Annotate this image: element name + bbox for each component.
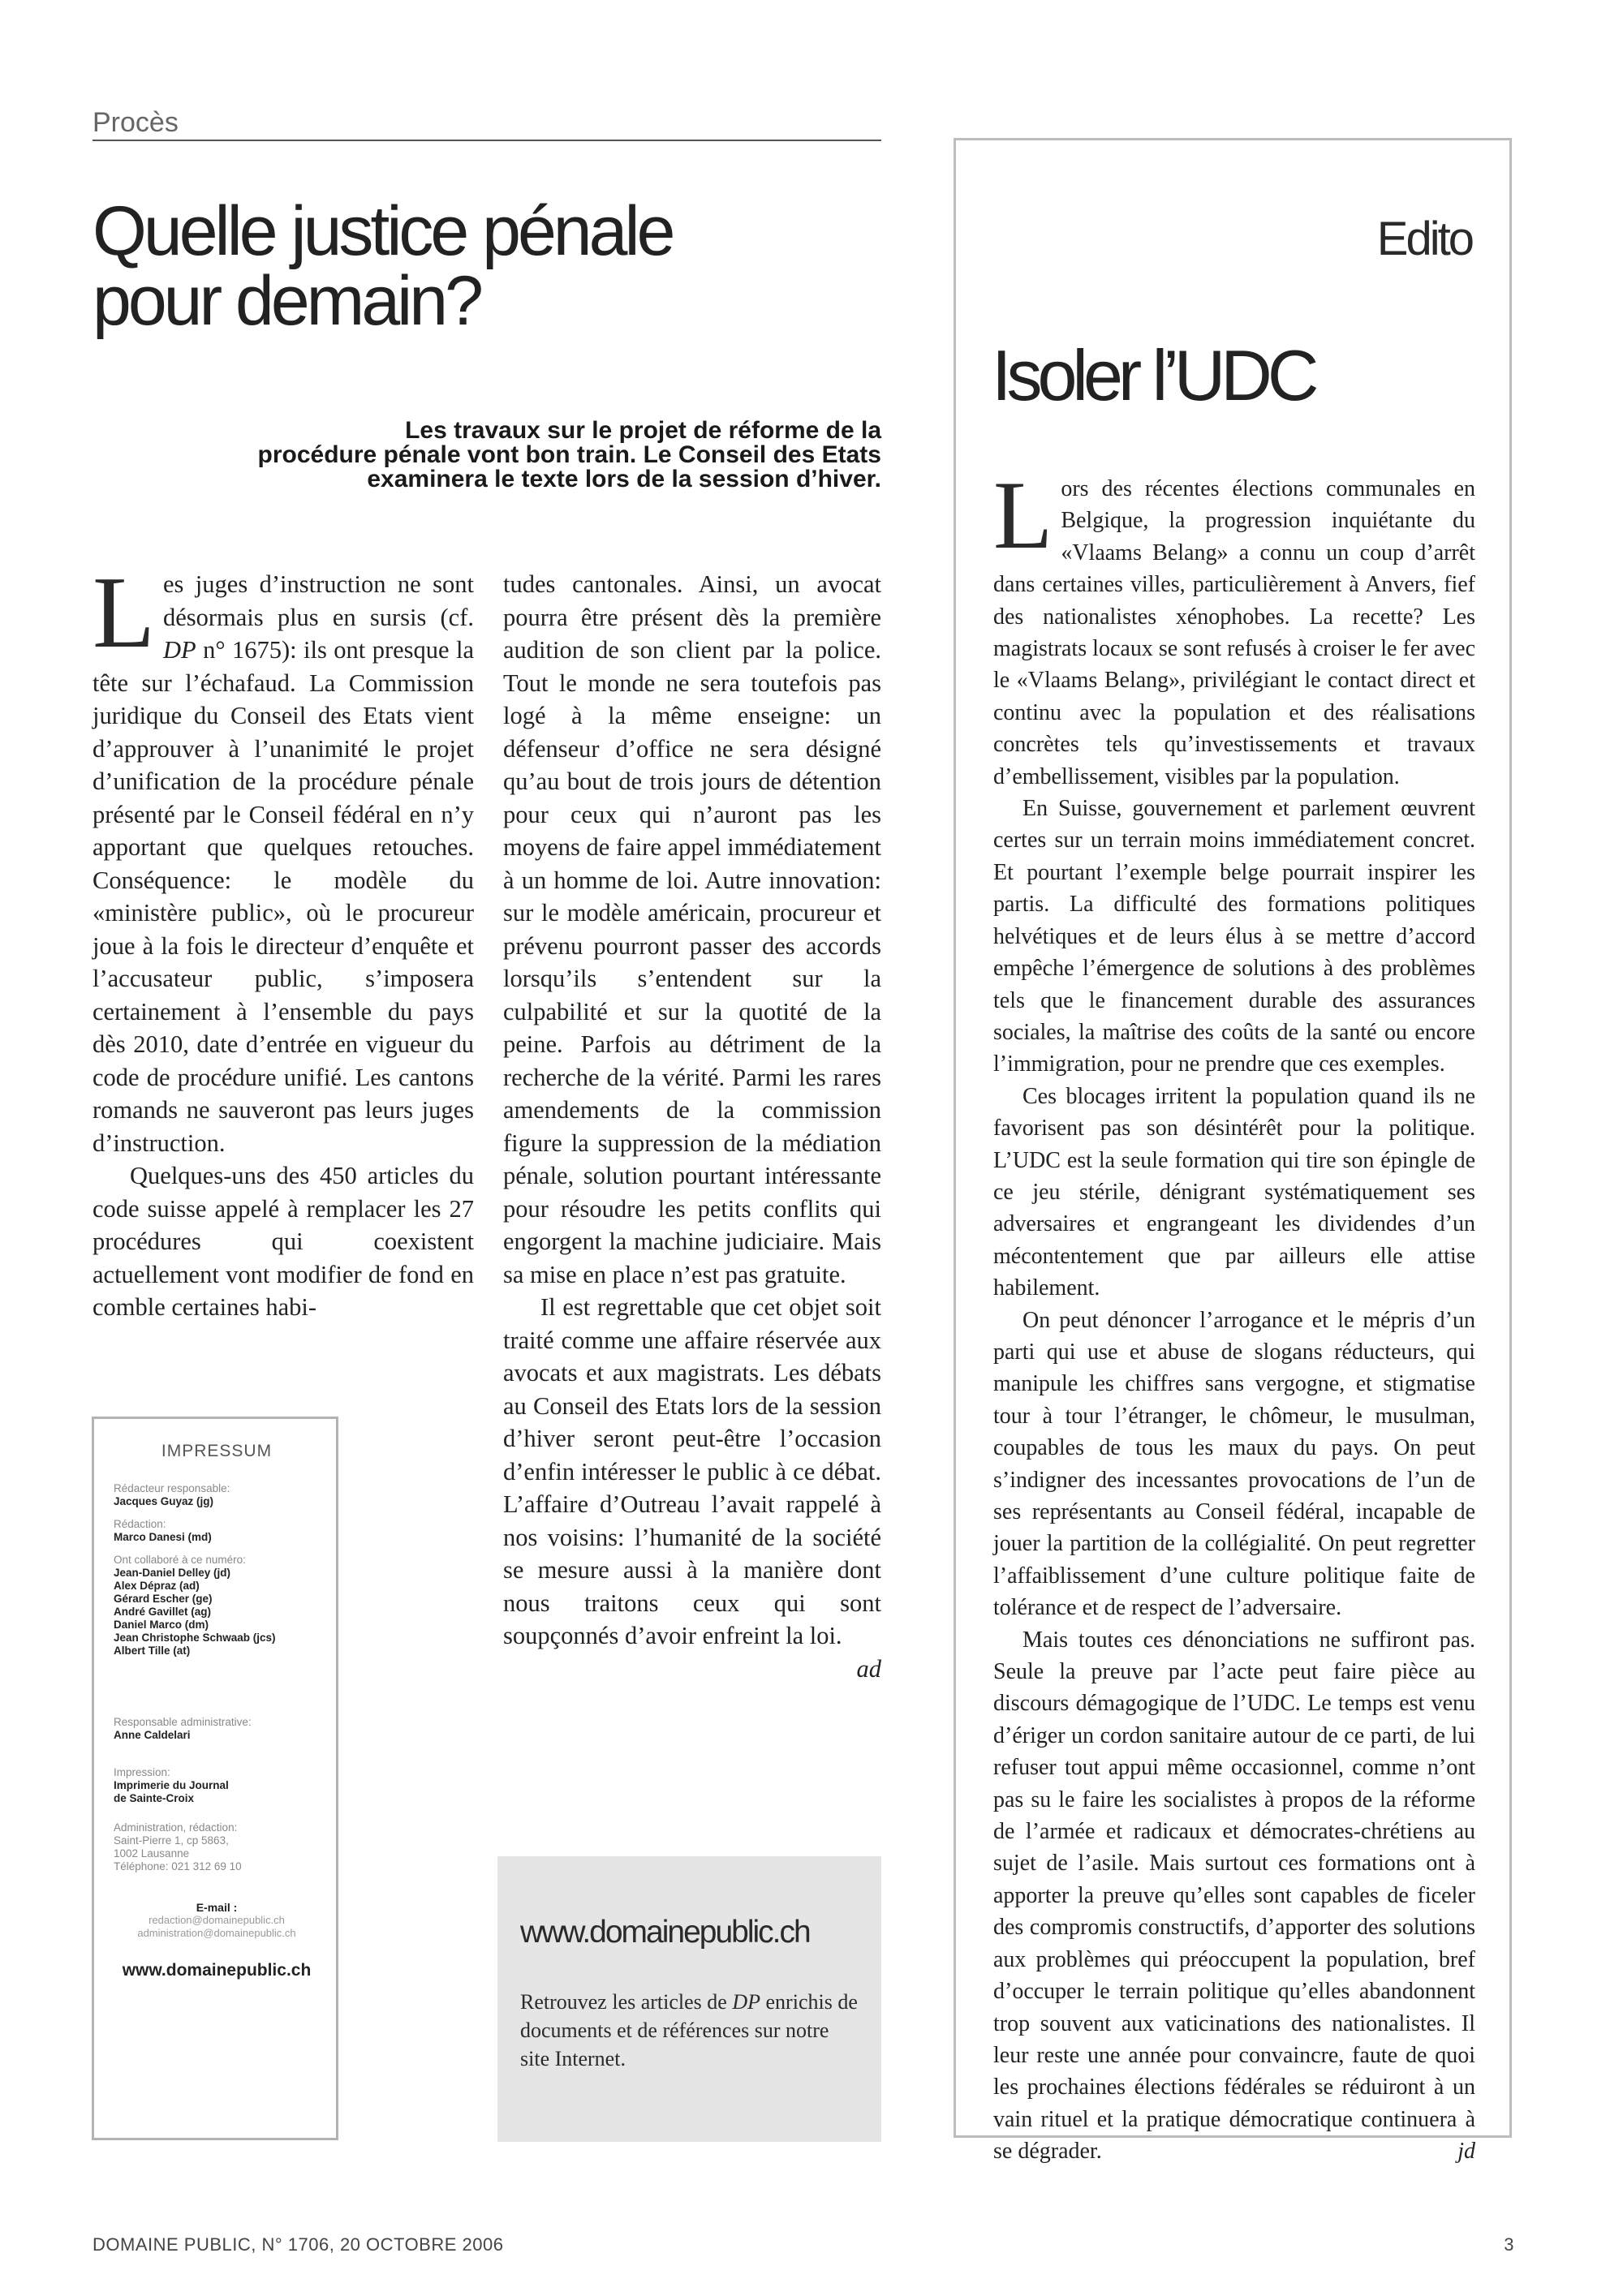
article-paragraph: Les juges d’instruction ne sont désormais plus en sursis (cf. DP n° 1675): ils ont presque la tête sur l’échafaud. La Commission juridique du Conseil des Etats vient d’approuver à l’unanimité le projet d’unification de la procédure pénale présenté par le Conseil fédéral en n’y apportant que quelques retouches. Conséquence: le modèle du «ministère public», où le procureur joue à la fois le directeur d’enquête et l’accusateur public, s’imposera certainement à l’ensemble du pays dès 2010, date d’entrée en vigueur du code de procédure unifié. Les cantons romands ne sauveront pas leurs juges d’instruction.: [93, 557, 474, 1157]
address-line: Saint-Pierre 1, cp 5863,: [114, 1834, 229, 1847]
impressum-value: Marco Danesi (md): [114, 1531, 212, 1543]
edito-title: Isoler l’UDC: [992, 335, 1315, 415]
contributor: Jean-Daniel Delley (jd): [114, 1567, 231, 1579]
impressum-value: de Sainte-Croix: [114, 1792, 195, 1804]
article-column-1: [93, 557, 474, 1324]
impressum-email: [114, 1901, 320, 1940]
dp-reference: DP: [732, 1990, 761, 2014]
article-title-line-1: Quelle justice pénale: [93, 192, 673, 270]
drop-cap: L: [993, 461, 1053, 569]
page-footer: [93, 2234, 1514, 2255]
edito-paragraph: Mais toutes ces dénonciations ne suffiront pas. Seule la preuve par l’acte peut faire pièce au discours démagogique de l’UDC. Le temps est venu d’ériger un cordon sanitaire autour de ce parti, de lui refuser tout appui même occasionnel, comme n’ont pas su le faire les socialistes à propos de la réforme de l’armée et radicaux et démocrates-chrétiens au sujet de l’asile. Mais surtout ces formations ont à apporter la preuve qu’elles sont capables de ficeler des compromis constructifs, d’apporter des solutions aux problèmes qui préoccupent la population, bref d’occuper le terrain politique qu’elles abandonnent trop souvent aux vaticinations des nationalistes. Il leur reste une année pour convaincre, faute de quoi les prochaines élections fédérales se réduiront à un vain rituel et la pratique démocratique continuera à se dégrader. jd: [993, 1624, 1475, 2168]
edito-paragraph: Lors des récentes élections communales en Belgique, la progression inquiétante du «Vlaams Belang» a connu un coup d’arrêt dans certaines villes, particulièrement à Anvers, fief des nationalistes xénophobes. La recette? Les magistrats locaux se sont refusés à croiser le fer avec le «Vlaams Belang», privilégiant le contact direct et continu avec la population et des réalisations concrètes tels qu’investissements et travaux d’embellissement, visibles par la population.: [993, 461, 1475, 789]
impressum-label: Ont collaboré à ce numéro:: [114, 1554, 246, 1566]
email-label: E-mail :: [196, 1901, 238, 1914]
impressum-label: Responsable administrative:: [114, 1716, 252, 1728]
article-signature: ad: [856, 1654, 881, 1683]
edito-paragraph: On peut dénoncer l’arrogance et le mépris d’un parti qui use et abuse de slogans réducteurs, qui manipule les chiffres sans vergogne, et stigmatise tour à tour l’étranger, le chômeur, le musulman, coupables de tous les maux du pays. On peut s’indigner des incessantes provocations de l’un de ses représentants au Conseil fédéral, incapable de jouer la partition de la collégialité. On peut regretter l’affaiblissement d’une culture politique faite de tolérance et de respect de l’adversaire.: [993, 1307, 1475, 1621]
impressum-label: Administration, rédaction:: [114, 1821, 238, 1834]
drop-cap: L: [93, 557, 155, 669]
lead-line-2: procédure pénale vont bon train. Le Conseil des Etats: [257, 441, 881, 468]
impressum-value: Anne Caldelari: [114, 1729, 191, 1741]
contributor: Albert Tille (at): [114, 1645, 191, 1657]
article-paragraph: Il est regrettable que cet objet soit traité comme une affaire réservée aux avocats et aux magistrats. Les débats au Conseil des Etats lors de la session d’hiver seront peut-être l’occasion d’enfin intéresser le public à ce débat. L’affaire d’Outreau l’avait rappelé à nos voisins: l’humanité de la société se mesure aussi à la manière dont nous traitons ceux qui sont soupçonnés d’avoir enfreint la loi. ad: [503, 1291, 881, 1653]
impressum-value: Imprimerie du Journal: [114, 1779, 229, 1791]
lead-line-1: Les travaux sur le projet de réforme de la: [405, 417, 881, 444]
address-line: Téléphone: 021 312 69 10: [114, 1860, 242, 1872]
impressum-label: Rédacteur responsable:: [114, 1482, 230, 1494]
contributor: Alex Dépraz (ad): [114, 1580, 200, 1592]
article-paragraph: tudes cantonales. Ainsi, un avocat pourra être présent dès la première audition de son client par la police. Tout le monde ne sera toutefois pas logé à la même enseigne: un défenseur d’office ne sera désigné qu’au bout de trois jours de détention pour ceux qui n’auront pas les moyens de faire appel immédiatement à un homme de loi. Autre innovation: sur le modèle américain, procureur et prévenu pourront passer des accords lorsqu’ils s’entendent sur la culpabilité et sur la quotité de la peine. Parfois au détriment de la recherche de la vérité. Parmi les rares amendements de la commission figure la suppression de la médiation pénale, solution pourtant intéressante pour résoudre les petits conflits qui engorgent la machine judiciaire. Mais sa mise en place n’est pas gratuite.: [503, 570, 881, 1288]
contributor: Jean Christophe Schwaab (jcs): [114, 1632, 276, 1644]
impressum-website-link[interactable]: www.domainepublic.ch: [122, 1961, 312, 1980]
lead-line-3: examinera le texte lors de la session d’hiver.: [367, 466, 881, 492]
address-line: 1002 Lausanne: [114, 1847, 190, 1860]
edito-body: [993, 461, 1475, 2168]
edito-signature: jd: [1457, 2139, 1475, 2165]
website-promo-box: [497, 1856, 881, 2142]
issue-info: DOMAINE PUBLIC, N° 1706, 20 OCTOBRE 2006: [93, 2234, 504, 2255]
contributor: André Gavillet (ag): [114, 1606, 212, 1618]
promo-url-link[interactable]: www.domainepublic.ch: [520, 1915, 810, 1950]
edito-label: Edito: [1376, 213, 1472, 265]
contributor: Daniel Marco (dm): [114, 1619, 209, 1631]
impressum-label: Impression:: [114, 1766, 170, 1778]
edito-box: [954, 138, 1512, 2165]
article-column-2: [503, 568, 881, 1685]
article-lead: [97, 419, 881, 492]
impressum-box: [92, 1417, 338, 2140]
dp-reference: DP: [162, 636, 196, 664]
article-paragraph: Quelques-uns des 450 articles du code suisse appelé à remplacer les 27 procédures qui coexistent actuellement vont modifier de fond en comble certaines habi-: [93, 1162, 474, 1321]
impressum-value: Jacques Guyaz (jg): [114, 1495, 214, 1507]
edito-paragraph: Ces blocages irritent la population quand ils ne favorisent pas son désintérêt pour la politique. L’UDC est la seule formation qui tire son épingle de ce jeu stérile, dénigrant systématiquement ses adversaires et engrangeant les dividendes d’un mécontentement que par ailleurs elle attise habilement.: [993, 1083, 1475, 1301]
email-link[interactable]: redaction@domainepublic.ch: [149, 1914, 285, 1926]
page-number: 3: [1504, 2234, 1514, 2255]
impressum-label: Rédaction:: [114, 1518, 166, 1530]
section-rubric: Procès: [93, 107, 881, 141]
email-link[interactable]: administration@domainepublic.ch: [137, 1927, 296, 1939]
article-title-line-2: pour demain?: [93, 262, 480, 340]
edito-paragraph: En Suisse, gouvernement et parlement œuvrent certes sur un terrain moins immédiatement concret. Et pourtant l’exemple belge pourrait inspirer les partis. La difficulté des formations politiques helvétiques et de leurs élus à se mettre d’accord empêche l’émergence de solutions à des problèmes tels que le financement durable des assurances sociales, la maîtrise des coûts de la santé ou encore l’immigration, pour ne prendre que ces exemples.: [993, 796, 1475, 1077]
article-title: [93, 192, 888, 340]
impressum-title: IMPRESSUM: [161, 1442, 273, 1460]
contributor: Gérard Escher (ge): [114, 1593, 213, 1605]
promo-text: Retrouvez les articles de DP enrichis de documents et de références sur notre site Internet.: [520, 1990, 858, 2070]
